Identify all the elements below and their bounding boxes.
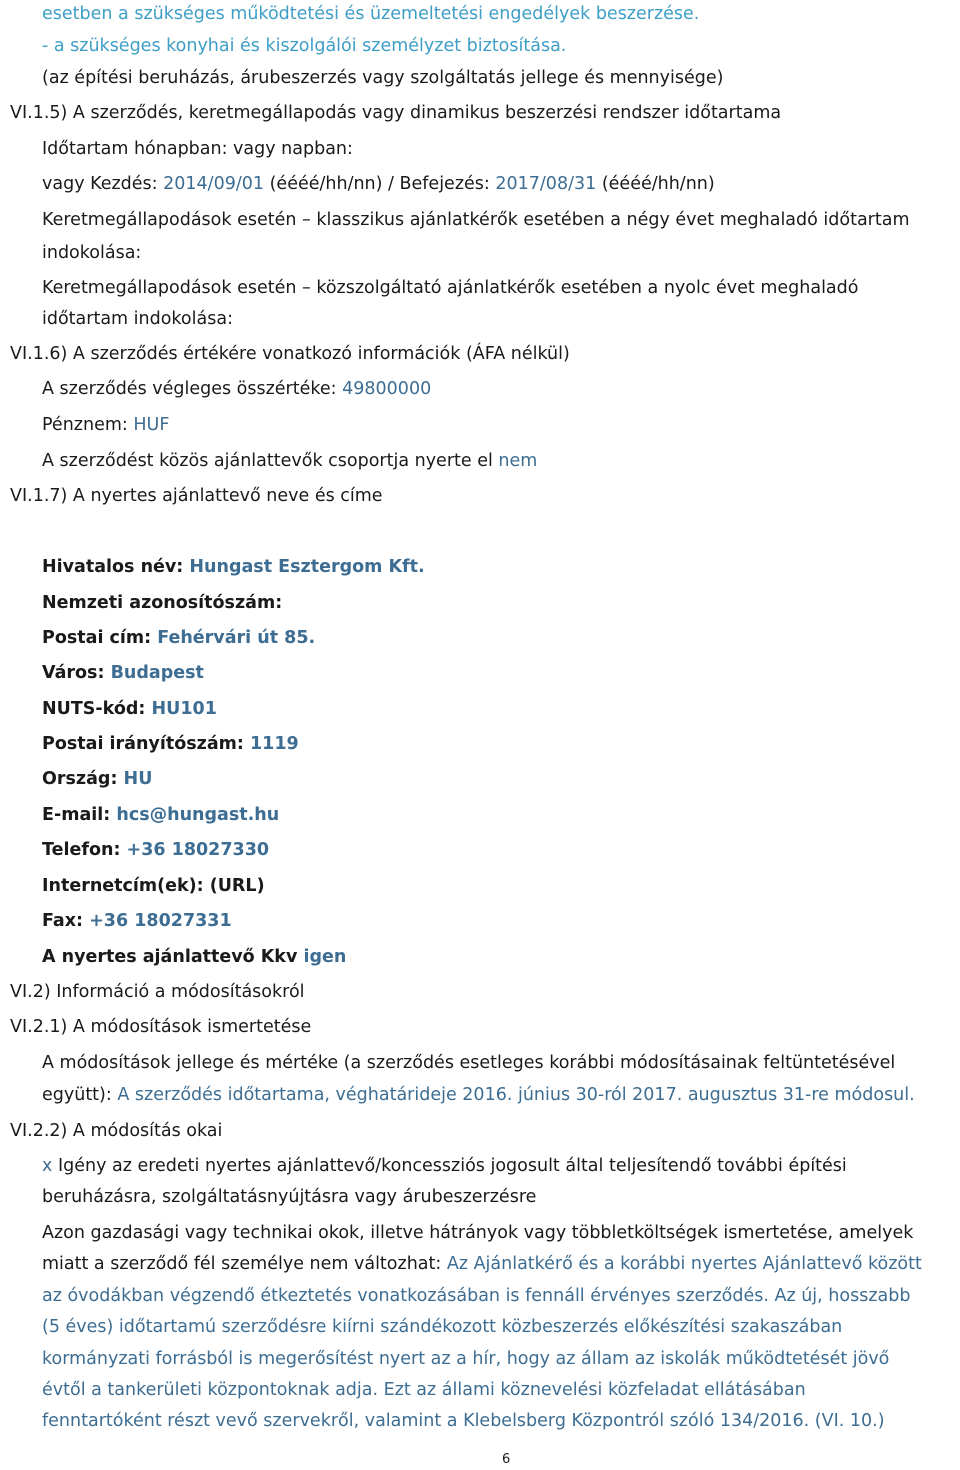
section-heading-vi-1-7: VI.1.7) A nyertes ajánlattevő neve és címe <box>10 486 383 506</box>
start-date-format: (éééé/hh/nn) / Befejezés: <box>269 174 490 194</box>
currency-label: Pénznem: <box>42 415 128 435</box>
total-value: 49800000 <box>342 379 432 399</box>
page-number: 6 <box>502 1452 511 1467</box>
postal-code-line <box>42 732 299 756</box>
section-heading-vi-1-5: VI.1.5) A szerződés, keretmegállapodás vagy dinamikus beszerzési rendszer időtartama <box>10 103 782 123</box>
justification-line-4: (5 éves) időtartamú szerződésre kiírni szándékozott közbeszerzés előkészítési szakaszában <box>42 1317 843 1337</box>
postal-code-label: Postai irányítószám: <box>42 734 244 754</box>
reason-line-2: beruházásra, szolgáltatásnyújtásra vagy árubeszerzésre <box>42 1187 537 1207</box>
justification-line-7: fenntartóként részt vevő szervekről, valamint a Klebelsberg Központról szóló 134/2016. (VI. 10.) <box>42 1411 885 1431</box>
phone-label: Telefon: <box>42 840 121 860</box>
intro-line-1: esetben a szükséges működtetési és üzemeltetési engedélyek beszerzése. <box>42 4 700 24</box>
start-end-line <box>42 172 715 196</box>
section-heading-vi-2-2: VI.2.2) A módosítás okai <box>10 1121 223 1141</box>
end-date-value: 2017/08/31 <box>495 174 597 194</box>
justification-line-6: évtől a tankerületi központoknak adja. Ezt az állami köznevelési közfeladat ellátásában <box>42 1380 806 1400</box>
justification-line-5: kormányzati forrásból is megerősítést nyert az a hír, hogy az állam az iskolák működtetését jövő <box>42 1349 890 1369</box>
nuts-label: NUTS-kód: <box>42 699 146 719</box>
nuts-value: HU101 <box>151 699 217 719</box>
utility-justification-line-2: időtartam indokolása: <box>42 309 233 329</box>
modification-desc-line-1: A módosítások jellege és mértéke (a szerződés esetleges korábbi módosításainak feltüntetésével <box>42 1053 896 1073</box>
total-value-line <box>42 377 431 401</box>
classic-justification-line-2: indokolása: <box>42 243 142 263</box>
fax-value: +36 18027331 <box>89 911 232 931</box>
official-name-value: Hungast Esztergom Kft. <box>189 557 425 577</box>
end-date-format: (éééé/hh/nn) <box>601 174 715 194</box>
modification-desc-value: A szerződés időtartama, véghatárideje 2016. június 30-ról 2017. augusztus 31-re módosul. <box>117 1085 915 1105</box>
consortium-line <box>42 449 537 473</box>
start-date-value: 2014/09/01 <box>163 174 265 194</box>
section-heading-vi-1-6: VI.1.6) A szerződés értékére vonatkozó információk (ÁFA nélkül) <box>10 344 570 364</box>
consortium-value: nem <box>498 451 538 471</box>
justification-line-1: Azon gazdasági vagy technikai okok, illetve hátrányok vagy többletköltségek ismertetése, amelyek <box>42 1223 914 1243</box>
sme-label: A nyertes ajánlattevő Kkv <box>42 947 298 967</box>
currency-value: HUF <box>133 415 170 435</box>
intro-line-3: (az építési beruházás, árubeszerzés vagy szolgáltatás jellege és mennyisége) <box>42 68 724 88</box>
city-label: Város: <box>42 663 105 683</box>
justification-value: Az Ajánlatkérő és a korábbi nyertes Ajánlattevő között <box>446 1254 922 1274</box>
section-heading-vi-2: VI.2) Információ a módosításokról <box>10 982 305 1002</box>
fax-line <box>42 909 232 933</box>
currency-line <box>42 413 169 437</box>
total-value-label: A szerződés végleges összértéke: <box>42 379 337 399</box>
postal-address-label: Postai cím: <box>42 628 152 648</box>
reason-check-mark: x <box>42 1156 53 1176</box>
classic-justification-line-1: Keretmegállapodások esetén – klasszikus ajánlatkérők esetében a négy évet meghaladó időtartam <box>42 210 910 230</box>
fax-label: Fax: <box>42 911 84 931</box>
official-name-label: Hivatalos név: <box>42 557 184 577</box>
utility-justification-line-1: Keretmegállapodások esetén – közszolgáltató ajánlatkérők esetében a nyolc évet meghaladó <box>42 278 859 298</box>
postal-code-value: 1119 <box>249 734 299 754</box>
city-value: Budapest <box>110 663 204 683</box>
justification-line-3: az óvodákban végzendő étkeztetés vonatkozásában is fennáll érvényes szerződés. Az új, hosszabb <box>42 1286 911 1306</box>
email-value[interactable]: hcs@hungast.hu <box>116 805 280 825</box>
postal-address-value: Fehérvári út 85. <box>157 628 316 648</box>
national-id-label: Nemzeti azonosítószám: <box>42 593 283 613</box>
phone-line <box>42 838 269 862</box>
nuts-line <box>42 697 217 721</box>
section-heading-vi-2-1: VI.2.1) A módosítások ismertetése <box>10 1017 312 1037</box>
consortium-label: A szerződést közös ajánlattevők csoportja nyerte el <box>42 451 493 471</box>
country-line <box>42 767 152 791</box>
modification-desc-label: együtt): <box>42 1085 112 1105</box>
duration-label: Időtartam hónapban: vagy napban: <box>42 139 353 159</box>
justification-line-2 <box>42 1252 922 1276</box>
intro-line-2: - a szükséges konyhai és kiszolgálói személyzet biztosítása. <box>42 36 567 56</box>
justification-label: miatt a szerződő fél személye nem változhat: <box>42 1254 442 1274</box>
modification-desc-line-2 <box>42 1083 915 1107</box>
city-line <box>42 661 204 685</box>
url-label: Internetcím(ek): (URL) <box>42 876 265 896</box>
email-line <box>42 803 279 827</box>
postal-address-line <box>42 626 315 650</box>
official-name-line <box>42 555 425 579</box>
reason-line-1 <box>42 1154 847 1178</box>
sme-value: igen <box>303 947 347 967</box>
country-label: Ország: <box>42 769 118 789</box>
country-value: HU <box>123 769 153 789</box>
start-label: vagy Kezdés: <box>42 174 158 194</box>
reason-text-1: Igény az eredeti nyertes ajánlattevő/koncessziós jogosult által teljesítendő további építési <box>57 1156 847 1176</box>
phone-value: +36 18027330 <box>126 840 270 860</box>
sme-line <box>42 945 346 969</box>
email-label: E-mail: <box>42 805 111 825</box>
